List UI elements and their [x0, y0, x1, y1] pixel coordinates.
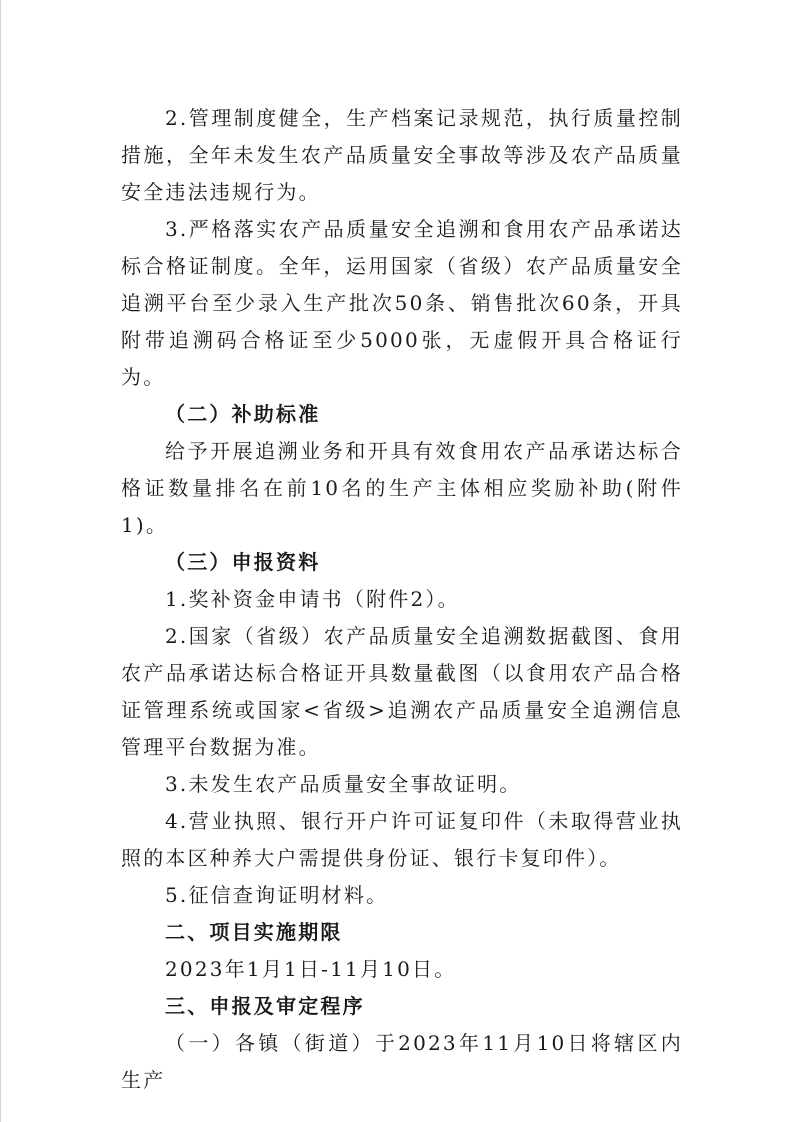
paragraph-traceability-requirement: 3.严格落实农产品质量安全追溯和食用农产品承诺达标合格证制度。全年，运用国家（省级）农产品质量安全追溯平台至少录入生产批次50条、销售批次60条，开具附带追溯码合格证至少5000张，无虚假开具合格证行为。: [121, 217, 683, 389]
paragraph-material-3: 3.未发生农产品质量安全事故证明。: [165, 772, 522, 796]
subheading-subsidy-standard: （二）补助标准: [165, 402, 321, 426]
paragraph-material-2: 2.国家（省级）农产品质量安全追溯数据截图、食用农产品承诺达标合格证开具数量截图（以食用农产品合格证管理系统或国家<省级>追溯农产品质量安全追溯信息管理平台数据为准。: [121, 624, 683, 759]
heading-implementation-period: 二、项目实施期限: [165, 920, 343, 944]
paragraph-implementation-period: 2023年1月1日-11月10日。: [165, 957, 457, 981]
subheading-application-materials: （三）申报资料: [165, 550, 321, 574]
paragraph-material-4: 4.营业执照、银行开户许可证复印件（未取得营业执照的本区种养大户需提供身份证、银行卡复印件）。: [121, 809, 683, 870]
paragraph-subsidy-standard: 给予开展追溯业务和开具有效食用农产品承诺达标合格证数量排名在前10名的生产主体相应奖励补助(附件1)。: [121, 439, 683, 537]
paragraph-material-1: 1.奖补资金申请书（附件2）。: [165, 587, 460, 611]
paragraph-procedure-1: （一）各镇（街道）于2023年11月10日将辖区内生产: [121, 1031, 683, 1092]
paragraph-management-system: 2.管理制度健全，生产档案记录规范，执行质量控制措施，全年未发生农产品质量安全事故等涉及农产品质量安全违法违规行为。: [121, 106, 683, 204]
document-body: [121, 100, 683, 1099]
paragraph-material-5: 5.征信查询证明材料。: [165, 883, 389, 907]
heading-application-procedure: 三、申报及审定程序: [165, 994, 365, 1018]
